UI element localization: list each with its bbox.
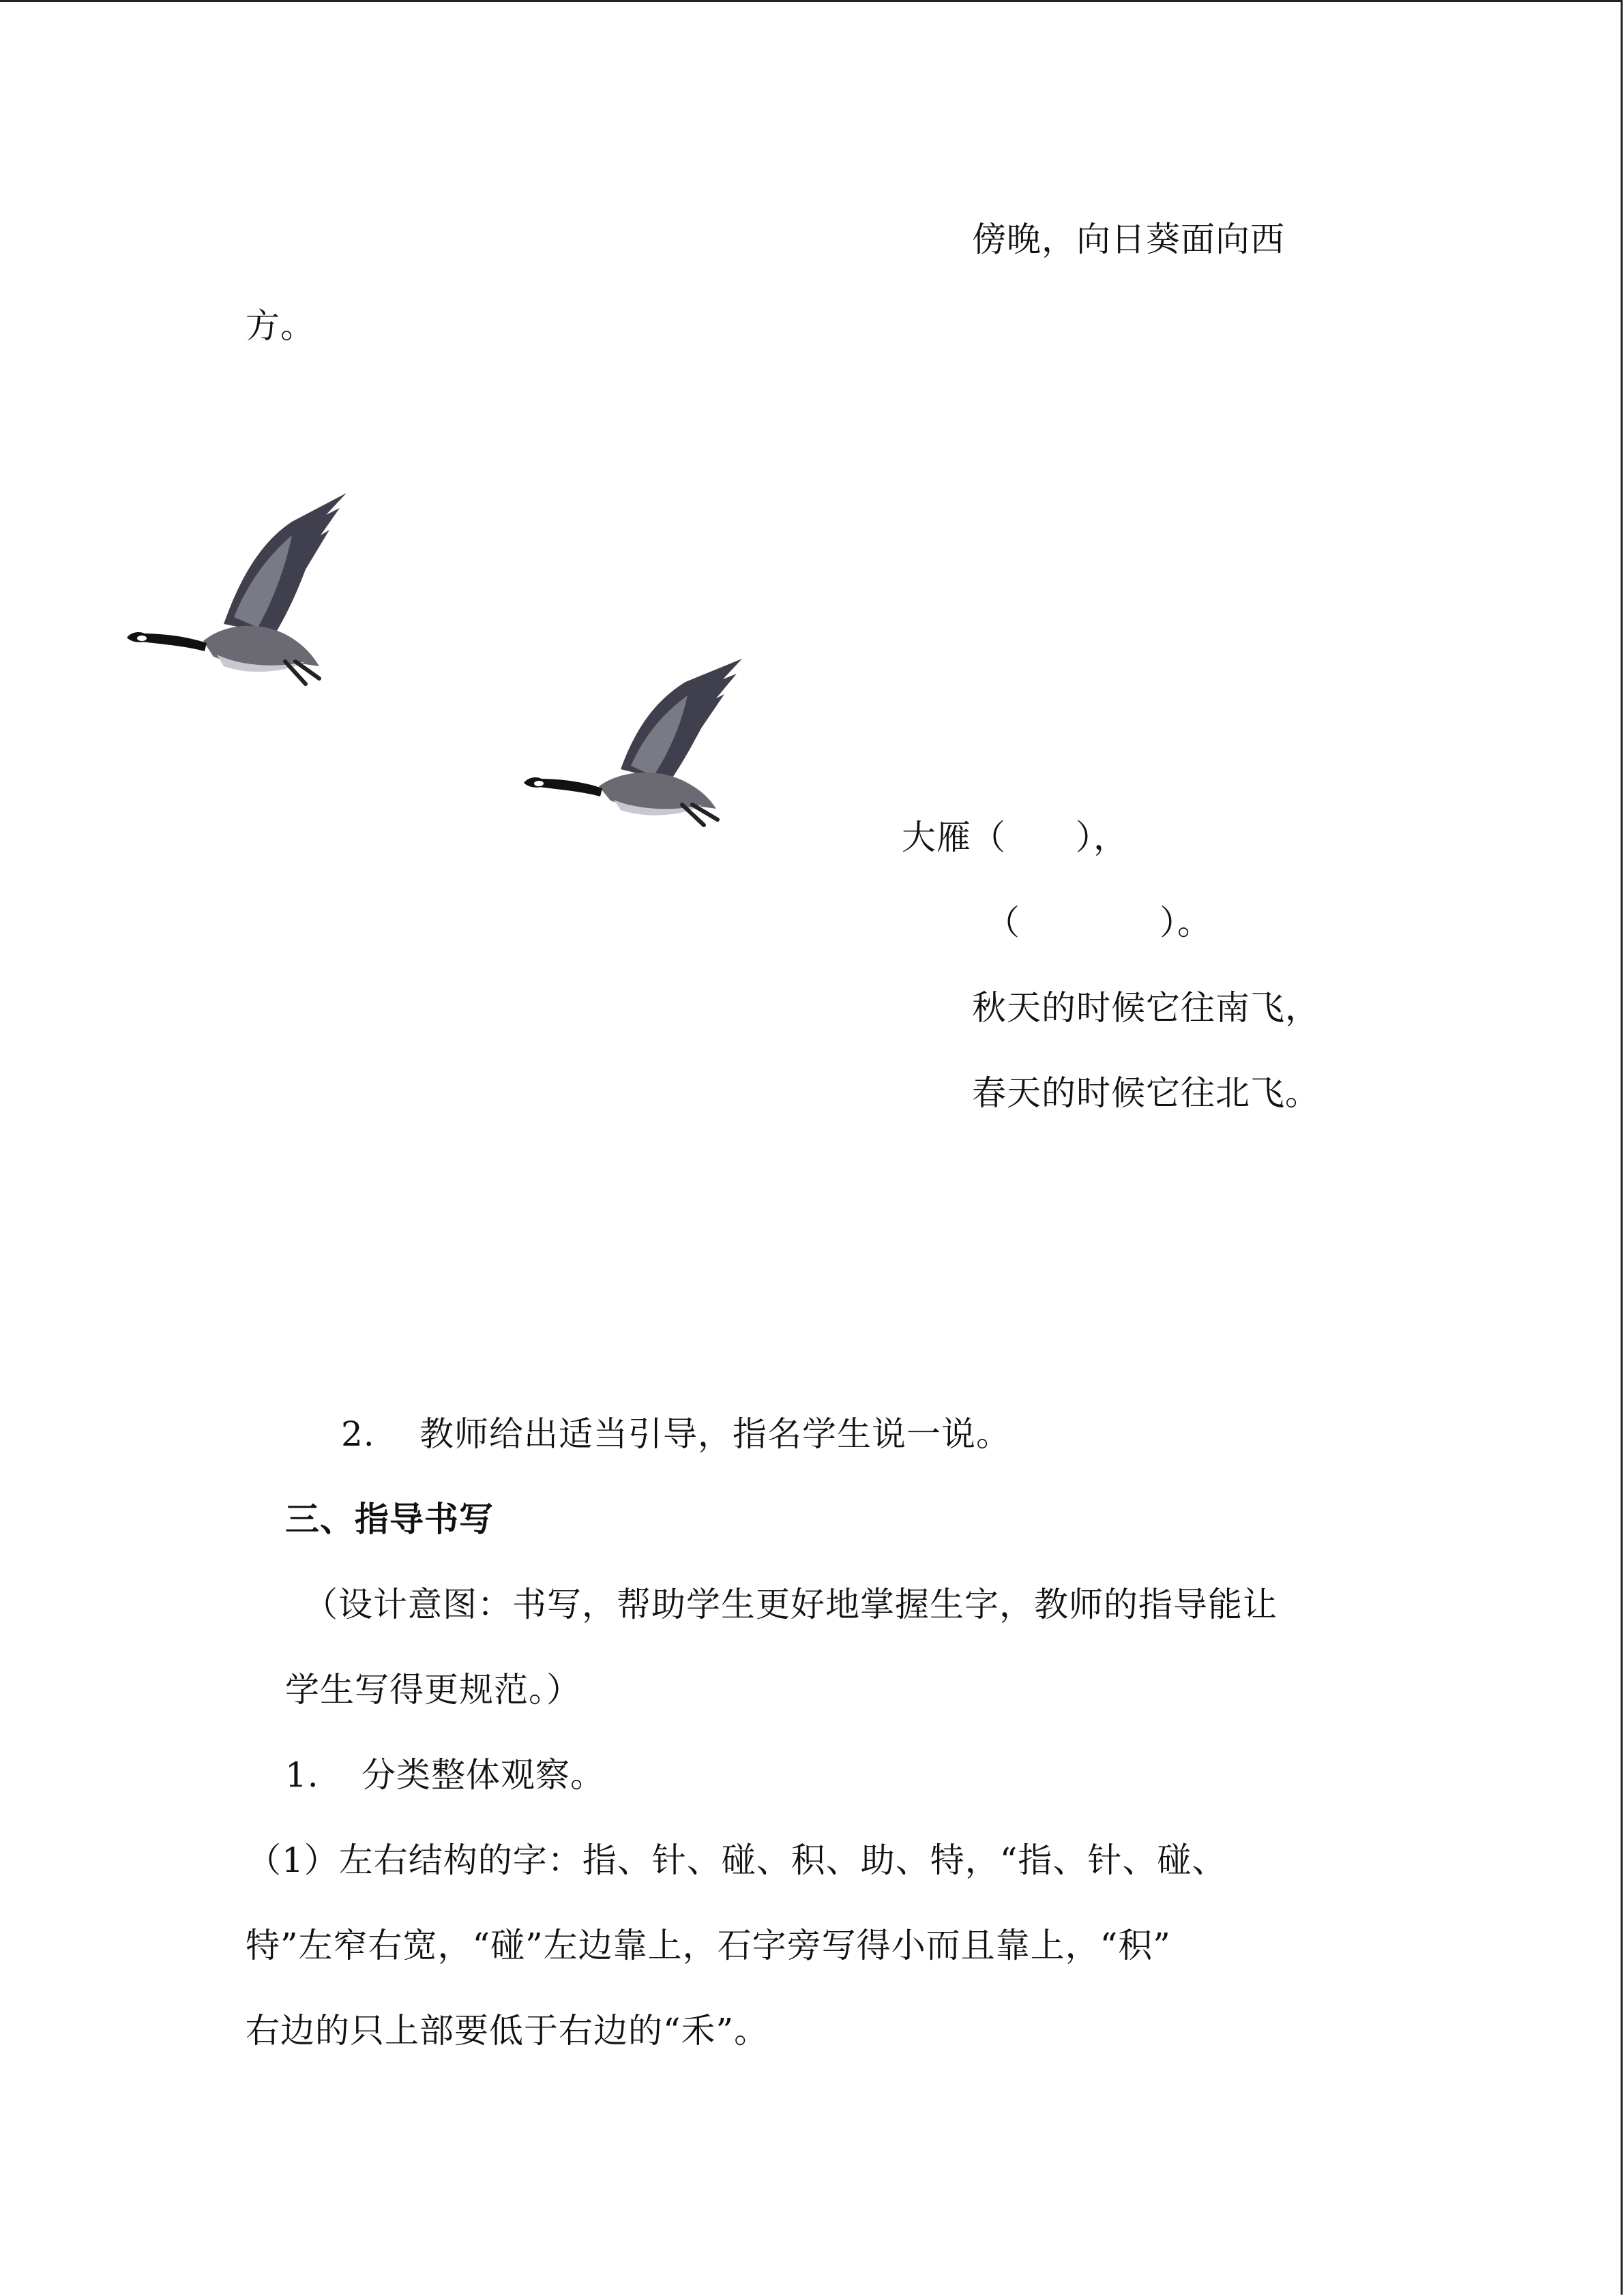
goose-line-3: 秋天的时候它往南飞，: [972, 988, 1320, 1028]
paragraph-1-line-3: 右边的只上部要低于右边的“禾”。: [246, 2011, 769, 2051]
design-intent-line-2: 学生写得更规范。）: [285, 1670, 581, 1710]
wild-goose-image-1: [121, 488, 353, 692]
goose-line-1: 大雁（ ），: [902, 818, 1128, 857]
design-intent-line-1: （设计意图：书写，帮助学生更好地掌握生字，教师的指导能让: [304, 1585, 1278, 1624]
step-1-number: 1.: [285, 1755, 319, 1795]
section-3-heading: 三、指导书写: [285, 1500, 494, 1539]
step-2-text: 教师给出适当引导，指名学生说一说。: [419, 1414, 1011, 1454]
paragraph-1-line-1: （1）左右结构的字：指、针、碰、积、助、特，“指、针、碰、: [247, 1840, 1227, 1880]
sunflower-line-2: 方。: [246, 306, 315, 346]
step-1-text: 分类整体观察。: [361, 1755, 605, 1795]
paragraph-1-line-2: 特”左窄右宽，“碰”左边靠上，石字旁写得小而且靠上，“积”: [246, 1926, 1171, 1965]
sunflower-line-1: 傍晚，向日葵面向西: [972, 220, 1285, 259]
step-2-number: 2.: [341, 1414, 375, 1454]
goose-line-2: （ ）。: [986, 903, 1212, 942]
goose-line-4: 春天的时候它往北飞。: [972, 1073, 1320, 1113]
wild-goose-image-2: [518, 653, 750, 831]
